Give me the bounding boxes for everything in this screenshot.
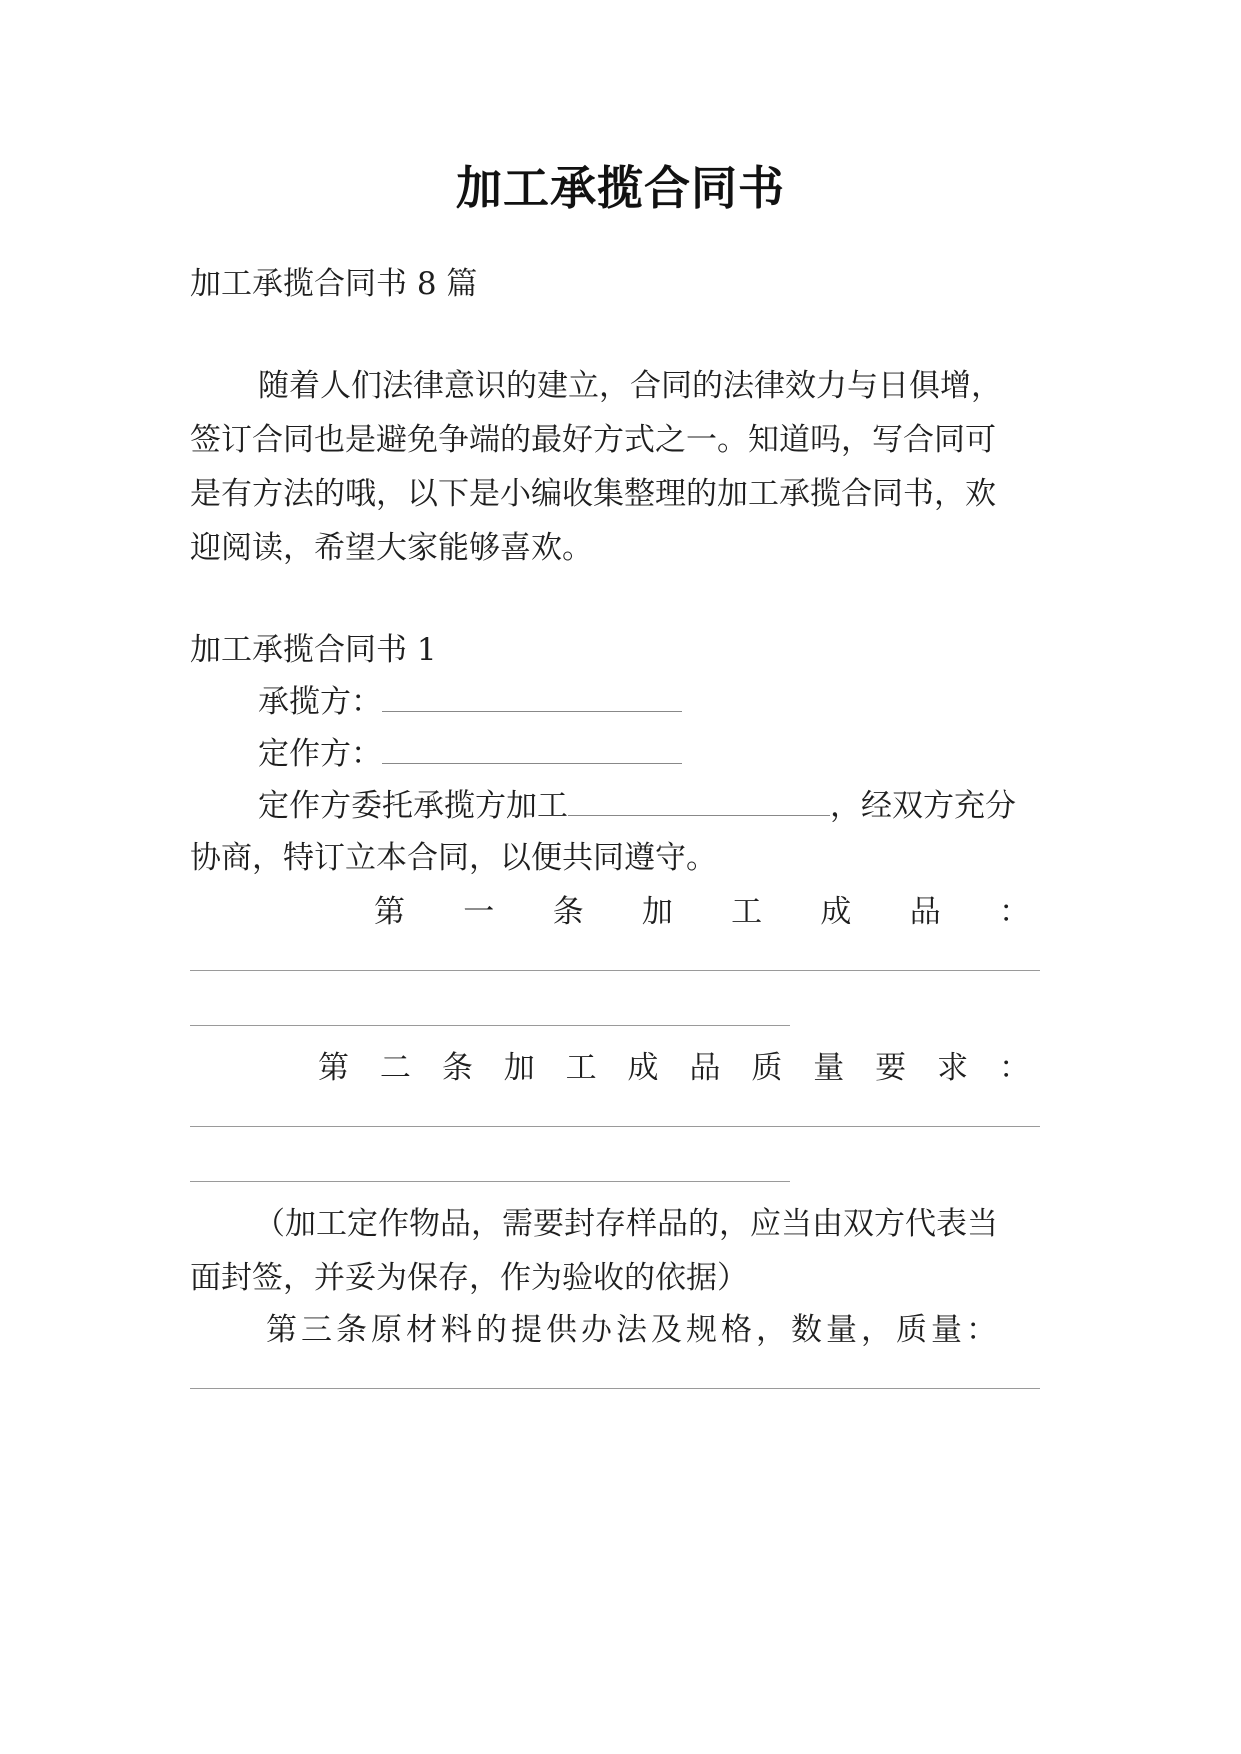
contractor-blank — [382, 685, 682, 712]
intro-line-2: 签订合同也是避免争端的最好方式之一。知道吗，写合同可 — [190, 422, 996, 458]
contractor-row — [258, 682, 682, 722]
article-2-char: ： — [998, 1050, 1030, 1086]
article-2-char: 成 — [627, 1050, 659, 1086]
article-1-char: 加 — [641, 894, 673, 930]
entrust-text-after: ，经双方充分 — [830, 788, 1016, 824]
article-2-blank-line-2 — [190, 1181, 790, 1182]
article-2-char: 第 — [318, 1050, 349, 1086]
article-2-char: 要 — [875, 1050, 907, 1086]
client-row — [258, 734, 682, 774]
article-2-heading — [318, 1048, 1030, 1088]
intro-line-3: 是有方法的哦，以下是小编收集整理的加工承揽合同书，欢 — [190, 476, 996, 512]
entrust-row — [258, 786, 1016, 826]
article-2-char: 工 — [565, 1050, 597, 1086]
article-1-heading — [374, 892, 1030, 932]
article-3-heading: 第三条原材料的提供办法及规格，数量，质量： — [266, 1312, 1001, 1348]
document-subtitle: 加工承揽合同书 8 篇 — [190, 266, 478, 302]
article-1-char: ： — [998, 894, 1030, 930]
note-line-2: 面封签，并妥为保存，作为验收的依据） — [190, 1260, 748, 1296]
intro-line-1: 随着人们法律意识的建立，合同的法律效力与日俱增， — [258, 368, 1002, 404]
document-title: 加工承揽合同书 — [456, 161, 785, 215]
article-2-char: 加 — [503, 1050, 535, 1086]
article-2-char: 质 — [751, 1050, 783, 1086]
article-1-char: 条 — [552, 894, 584, 930]
article-1-char: 工 — [731, 894, 763, 930]
article-1-char: 第 — [374, 894, 405, 930]
entrust-line-2: 协商，特订立本合同，以便共同遵守。 — [190, 840, 717, 876]
article-1-char: 品 — [909, 894, 941, 930]
article-2-char: 量 — [813, 1050, 845, 1086]
article-2-blank-line-1 — [190, 1126, 1040, 1127]
entrust-blank — [568, 789, 830, 816]
article-1-char: 成 — [820, 894, 852, 930]
note-line-1: （加工定作物品，需要封存样品的，应当由双方代表当 — [254, 1206, 998, 1242]
article-1-blank-line-1 — [190, 970, 1040, 971]
article-2-char: 二 — [379, 1050, 411, 1086]
contractor-label: 承揽方： — [258, 684, 382, 720]
entrust-text-before: 定作方委托承揽方加工 — [258, 788, 568, 824]
client-blank — [382, 737, 682, 764]
article-2-char: 条 — [441, 1050, 473, 1086]
article-2-char: 求 — [937, 1050, 969, 1086]
article-2-char: 品 — [689, 1050, 721, 1086]
intro-line-4: 迎阅读，希望大家能够喜欢。 — [190, 530, 593, 566]
article-1-char: 一 — [463, 894, 495, 930]
section-heading: 加工承揽合同书 1 — [190, 632, 437, 668]
client-label: 定作方： — [258, 736, 382, 772]
article-3-blank-line-1 — [190, 1388, 1040, 1389]
article-1-blank-line-2 — [190, 1025, 790, 1026]
